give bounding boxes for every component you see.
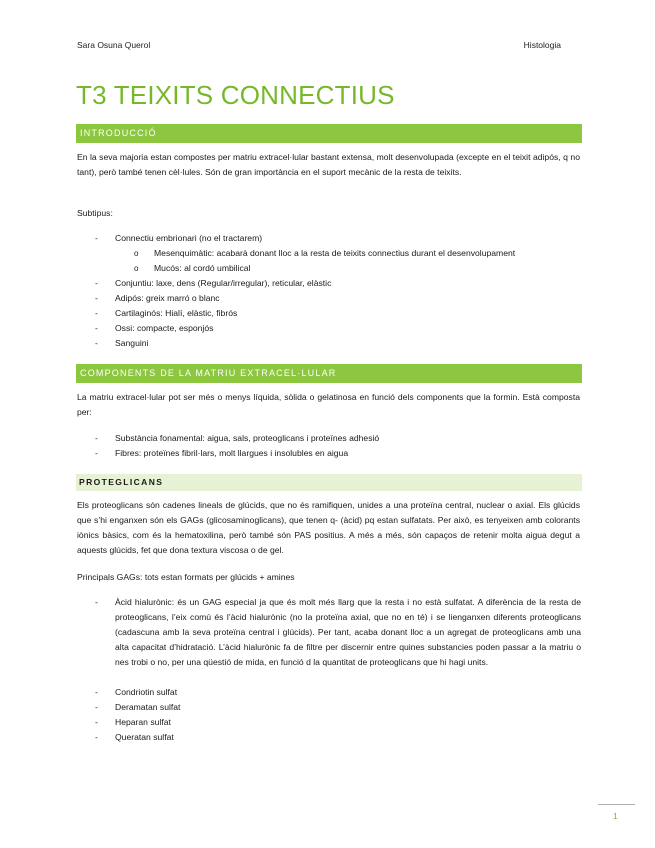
page-number: 1 [613,811,618,821]
list-item: - Fibres: proteïnes fibril·lars, molt llargues i insolubles en aigua [115,446,581,461]
list-item: - Conjuntiu: laxe, dens (Regular/irregular), reticular, elàstic [115,276,581,291]
subtypes-label: Subtipus: [77,208,113,218]
list-item: - Àcid hialurònic: és un GAG especial ja que és molt més llarg que la resta i no està sulfatat. A diferència de la resta de proteoglicans, l’eix comú és l’àcid hialurònic (no la proteïna axial, que no en té) i se lienganxen diferents proteoglicans (cadascuna amb la seva proteïna central i glúcids). Per tant, acaba donant lloc a un agregat de proteoglicans amb una alta capacitat d’hidratació. L’àcid hialurònic fa de filtre per discernir entre quines substancies poden passar a la matriu o nes trobi o no, per una qüestió de mida, en funció d la quantitat de proteoglicans que hi hagi units. [115,595,581,670]
intro-paragraph: En la seva majoria estan compostes per matriu extracel·lular bastant extensa, molt desenvolupada (excepte en el teixit adipós, q no tant), però també tenen cèl·lules. Són de gran importància en el suport mecànic de la resta de teixits. [77,152,580,177]
list-item: - Heparan sulfat [115,715,581,730]
list-item: - Queratan sulfat [115,730,581,745]
list-item: - Substància fonamental: aigua, sals, proteoglicans i proteïnes adhesió [115,431,581,446]
list-item: - Adipós: greix marró o blanc [115,291,581,306]
footer-divider [598,804,635,805]
matrix-paragraph: La matriu extracel·lular pot ser més o menys líquida, sòlida o gelatinosa en funció dels components que la formin. Està composta per: [77,392,580,417]
list-item: - Deramatan sulfat [115,700,581,715]
document-title: T3 TEIXITS CONNECTIUS [76,80,395,110]
proteoglicans-paragraph: Els proteoglicans són cadenes lineals de glúcids, que no és ramifiquen, unides a una proteïna central, nuclear o axial. Els glúcids que s’hi enganxen són els GAGs (glicosaminoglicans), que tenen q- (àcid) pq estan sulfatats. Per això, es tenyeixen amb colorants iònics bàsics, com és la hematoxilina, però també són PAS positius. A més a més, són capaços de retenir molta aigua degut a aquests glúcids, fet que dona textura viscosa o de gel. [77,500,580,555]
page-header-author: Sara Osuna Querol [77,40,151,50]
sub-list-item: o Mesenquimàtic: acabarà donant lloc a la resta de teixits connectius durant el desenvolupament [154,246,581,261]
list-item: - Cartilaginós: Hialí, elàstic, fibrós [115,306,581,321]
list-item: - Ossi: compacte, esponjós [115,321,581,336]
list-item: - Condriotin sulfat [115,685,581,700]
gags-label: Principals GAGs: tots estan formats per glúcids + amines [77,572,295,582]
list-item: - Sanguini [115,336,581,351]
section-heading-matriu: COMPONENTS DE LA MATRIU EXTRACEL·LULAR [76,364,582,383]
section-heading-introduccio: INTRODUCCIÓ [76,124,582,143]
subsection-heading-proteoglicans: PROTEGLICANS [76,474,582,491]
page-header-subject: Histologia [523,40,561,50]
list-item: - Connectiu embrionari (no el tractarem) [115,231,581,246]
sub-list-item: o Mucós: al cordó umbilical [154,261,581,276]
